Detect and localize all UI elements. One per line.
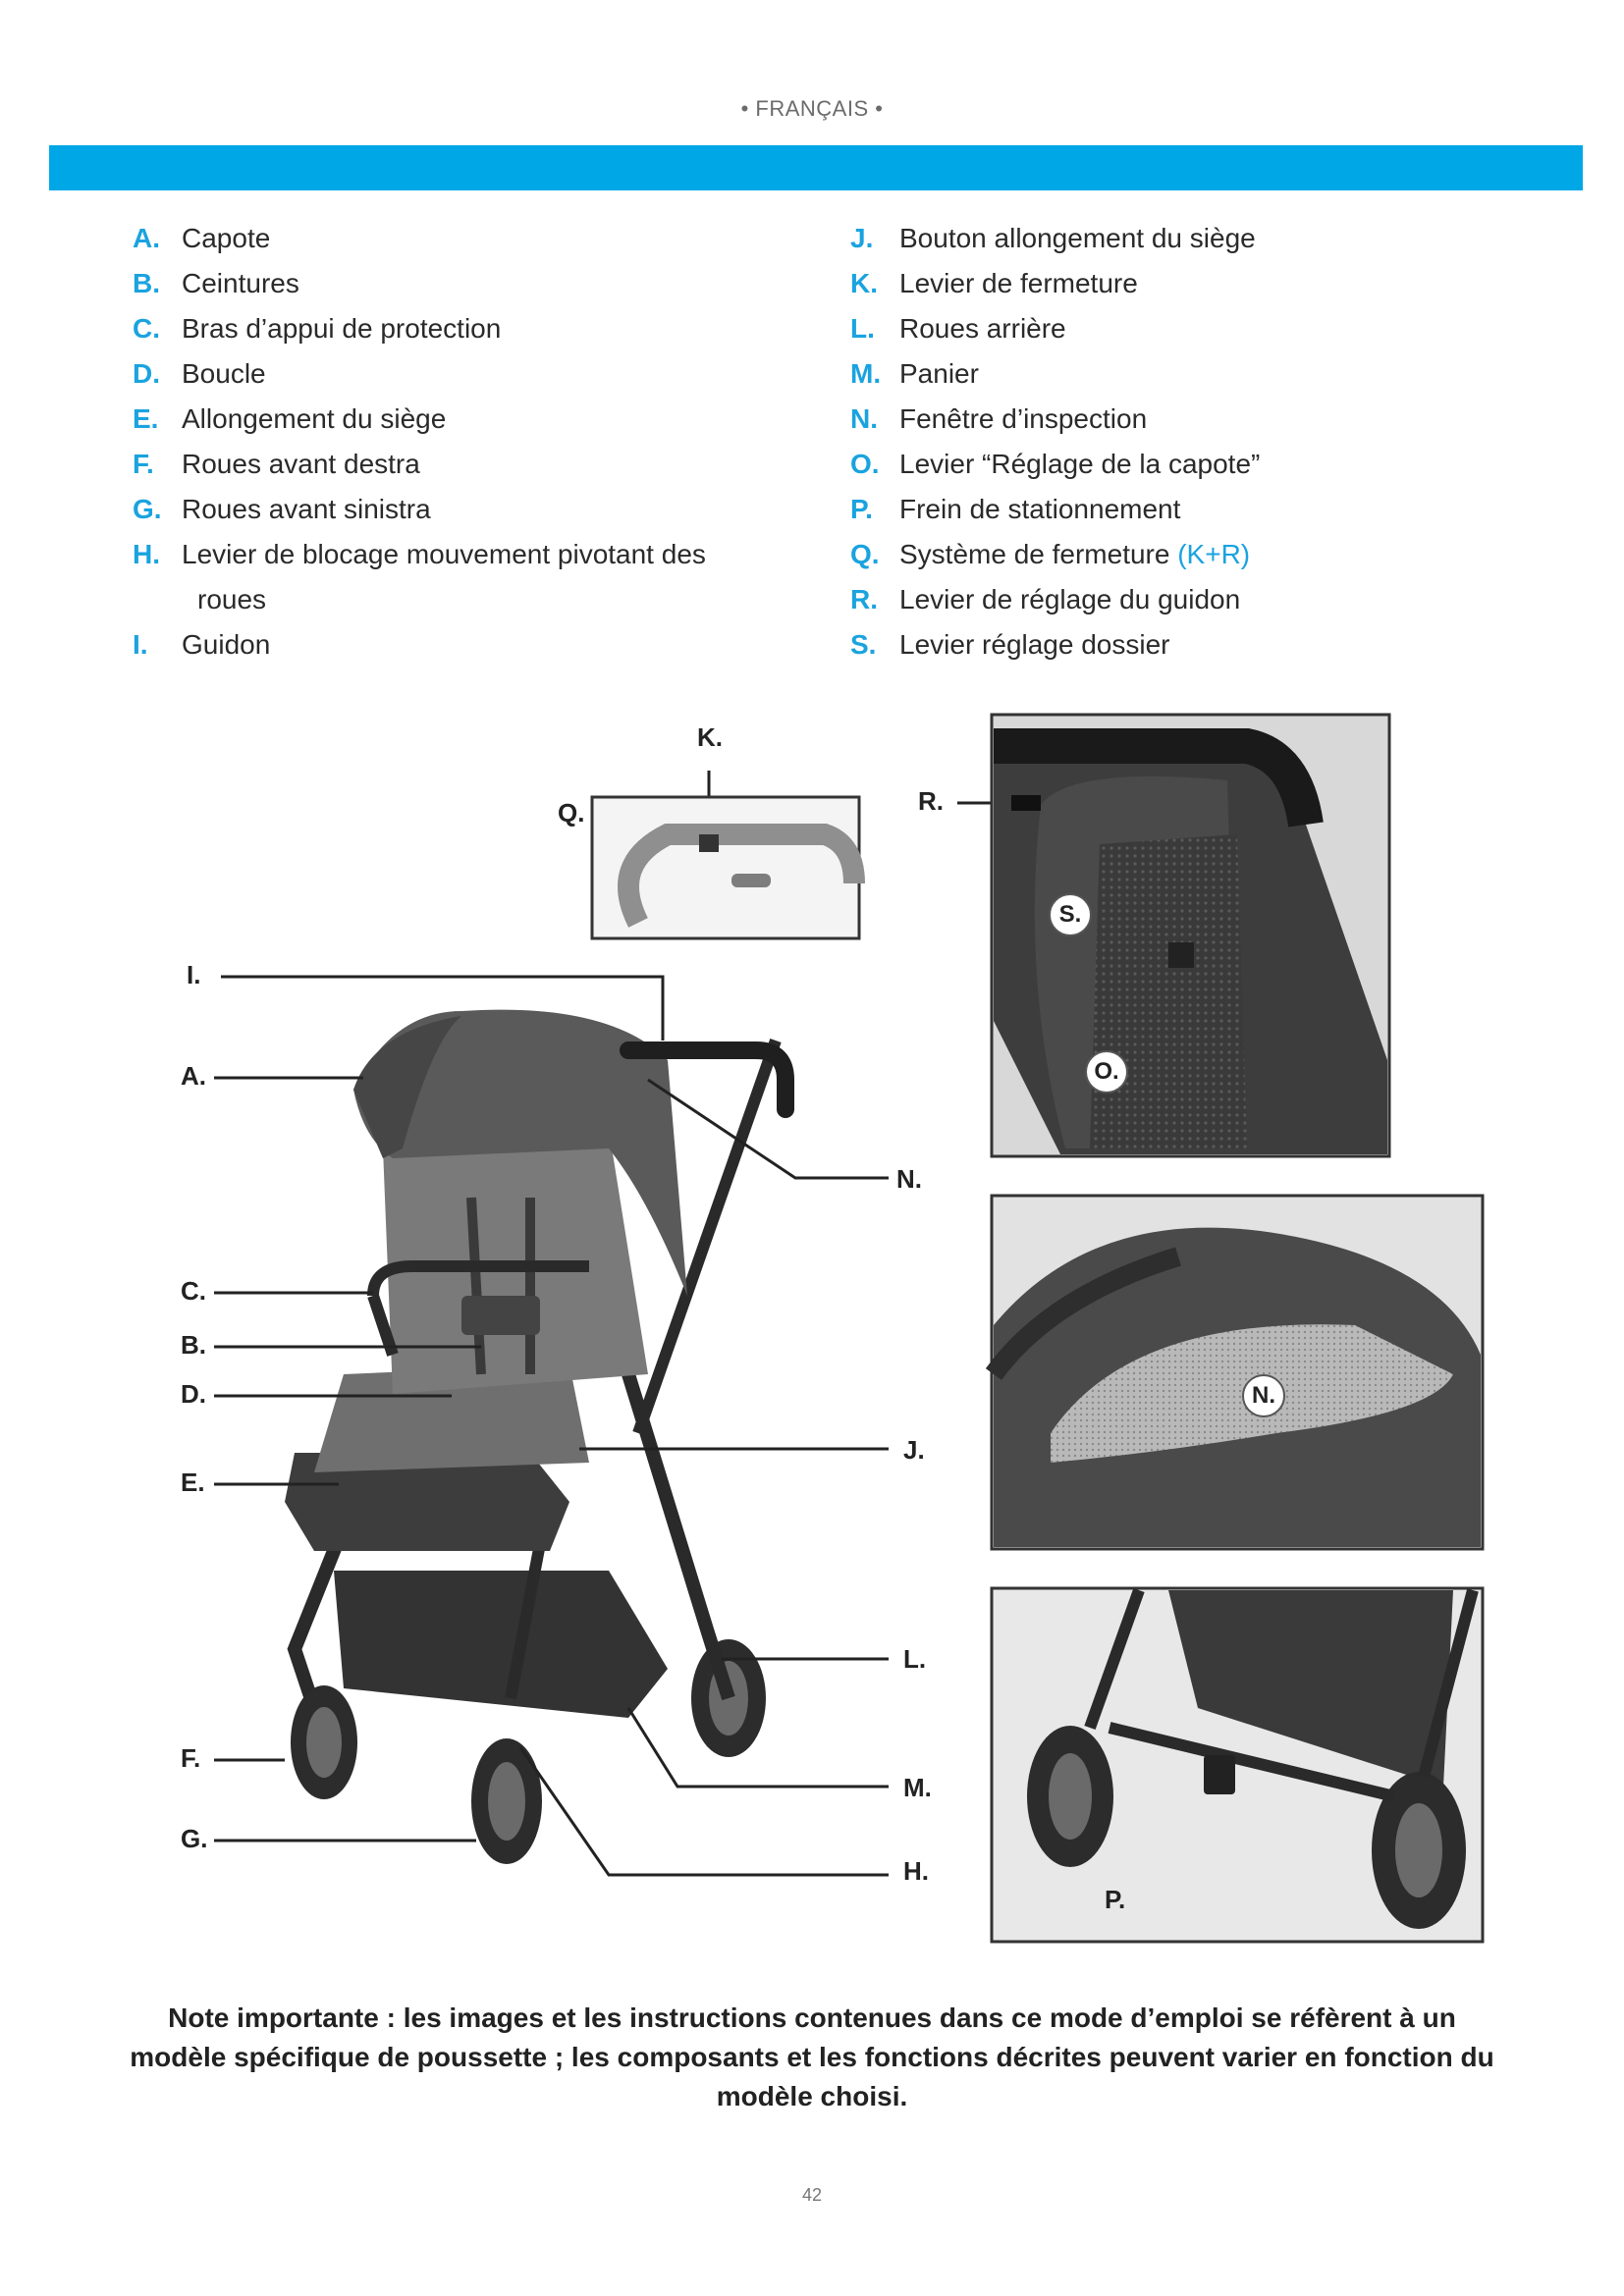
- part-item-m: [850, 351, 1557, 397]
- part-label: Boucle: [182, 358, 266, 389]
- language-header: • FRANÇAIS •: [740, 96, 884, 121]
- part-label: Bras d’appui de protection: [182, 313, 502, 344]
- callout-f: F.: [181, 1743, 201, 1773]
- part-label: Levier de réglage du guidon: [899, 584, 1241, 614]
- part-label: Panier: [899, 358, 979, 389]
- part-item-e: [133, 397, 761, 442]
- part-letter: P.: [850, 494, 873, 524]
- part-label-suffix: (K+R): [1177, 539, 1251, 569]
- part-item-g: [133, 487, 761, 532]
- part-letter: J.: [850, 223, 874, 253]
- callout-i: I.: [187, 960, 201, 989]
- callout-e: E.: [181, 1468, 205, 1497]
- part-item-b: [133, 261, 761, 306]
- inset-closing-system: [592, 797, 859, 938]
- part-letter: O.: [850, 449, 880, 479]
- part-item-p: [850, 487, 1557, 532]
- part-item-s: [850, 622, 1557, 667]
- callout-detail-r: R.: [918, 786, 944, 816]
- part-letter: Q.: [850, 539, 880, 569]
- part-label: Allongement du siège: [182, 403, 447, 434]
- callout-l: L.: [903, 1644, 927, 1674]
- part-item-q: [850, 532, 1557, 577]
- part-item-r: [850, 577, 1557, 622]
- part-label: Bouton allongement du siège: [899, 223, 1256, 253]
- part-item-l: [850, 306, 1557, 351]
- part-label: Ceintures: [182, 268, 299, 298]
- important-note: Note importante : les images et les instructions contenues dans ce mode d’emploi se réfèrent à un modèle spécifique de poussette ; les composants et les fonctions décrites peuvent varier en fonction du modèle choisi.: [130, 2002, 1494, 2111]
- part-label: Levier de fermeture: [899, 268, 1138, 298]
- part-item-o: [850, 442, 1557, 487]
- detail-seat-back: [992, 715, 1389, 1156]
- callout-a: A.: [181, 1061, 206, 1091]
- part-item-n: [850, 397, 1557, 442]
- part-letter: I.: [133, 629, 148, 660]
- part-letter: S.: [850, 629, 877, 660]
- part-item-d: [133, 351, 761, 397]
- part-letter: C.: [133, 313, 160, 344]
- parts-list-left: [133, 216, 761, 667]
- part-letter: E.: [133, 403, 159, 434]
- callout-detail-n: N.: [1242, 1374, 1285, 1417]
- callout-b: B.: [181, 1330, 206, 1360]
- part-letter: H.: [133, 539, 160, 569]
- part-label: Levier réglage dossier: [899, 629, 1170, 660]
- part-item-h: [133, 532, 761, 622]
- detail-inspection-window: [992, 1196, 1483, 1549]
- part-item-i: [133, 622, 761, 667]
- parts-list-right: [850, 216, 1557, 667]
- page-number: 42: [801, 2185, 823, 2205]
- part-letter: F.: [133, 449, 154, 479]
- callout-detail-s: S.: [1049, 893, 1092, 936]
- callout-d: D.: [181, 1379, 206, 1409]
- part-label: Roues avant destra: [182, 449, 420, 479]
- detail-parking-brake: [992, 1588, 1483, 1942]
- part-label: Roues arrière: [899, 313, 1066, 344]
- part-letter: A.: [133, 223, 160, 253]
- part-letter: M.: [850, 358, 882, 389]
- section-color-bar: [49, 145, 1583, 190]
- part-item-f: [133, 442, 761, 487]
- part-item-k: [850, 261, 1557, 306]
- part-item-c: [133, 306, 761, 351]
- part-label: Système de fermeture: [899, 539, 1170, 569]
- part-letter: D.: [133, 358, 160, 389]
- part-label: Guidon: [182, 629, 271, 660]
- callout-n: N.: [896, 1164, 922, 1194]
- part-label: Fenêtre d’inspection: [899, 403, 1148, 434]
- part-label: Frein de stationnement: [899, 494, 1181, 524]
- part-item-a: [133, 216, 761, 261]
- part-label: Levier de blocage mouvement pivotant des: [182, 539, 706, 569]
- stroller-main-drawing: [285, 1010, 785, 1864]
- part-letter: K.: [850, 268, 878, 298]
- callout-detail-o: O.: [1085, 1050, 1128, 1094]
- callout-m: M.: [903, 1773, 932, 1802]
- part-label: Capote: [182, 223, 271, 253]
- part-label: Levier “Réglage de la capote”: [899, 449, 1261, 479]
- part-label-continuation: roues: [197, 584, 267, 614]
- part-label: Roues avant sinistra: [182, 494, 431, 524]
- callout-h: H.: [903, 1856, 929, 1886]
- part-letter: N.: [850, 403, 878, 434]
- callout-k: K.: [697, 722, 723, 752]
- part-letter: G.: [133, 494, 162, 524]
- part-item-j: [850, 216, 1557, 261]
- part-letter: L.: [850, 313, 875, 344]
- part-letter: B.: [133, 268, 160, 298]
- stroller-illustration: [0, 687, 1624, 1963]
- callout-c: C.: [181, 1276, 206, 1306]
- part-letter: R.: [850, 584, 878, 614]
- callout-detail-p: P.: [1105, 1885, 1126, 1914]
- callout-j: J.: [903, 1435, 925, 1465]
- callout-q: Q.: [558, 798, 585, 828]
- callout-g: G.: [181, 1824, 208, 1853]
